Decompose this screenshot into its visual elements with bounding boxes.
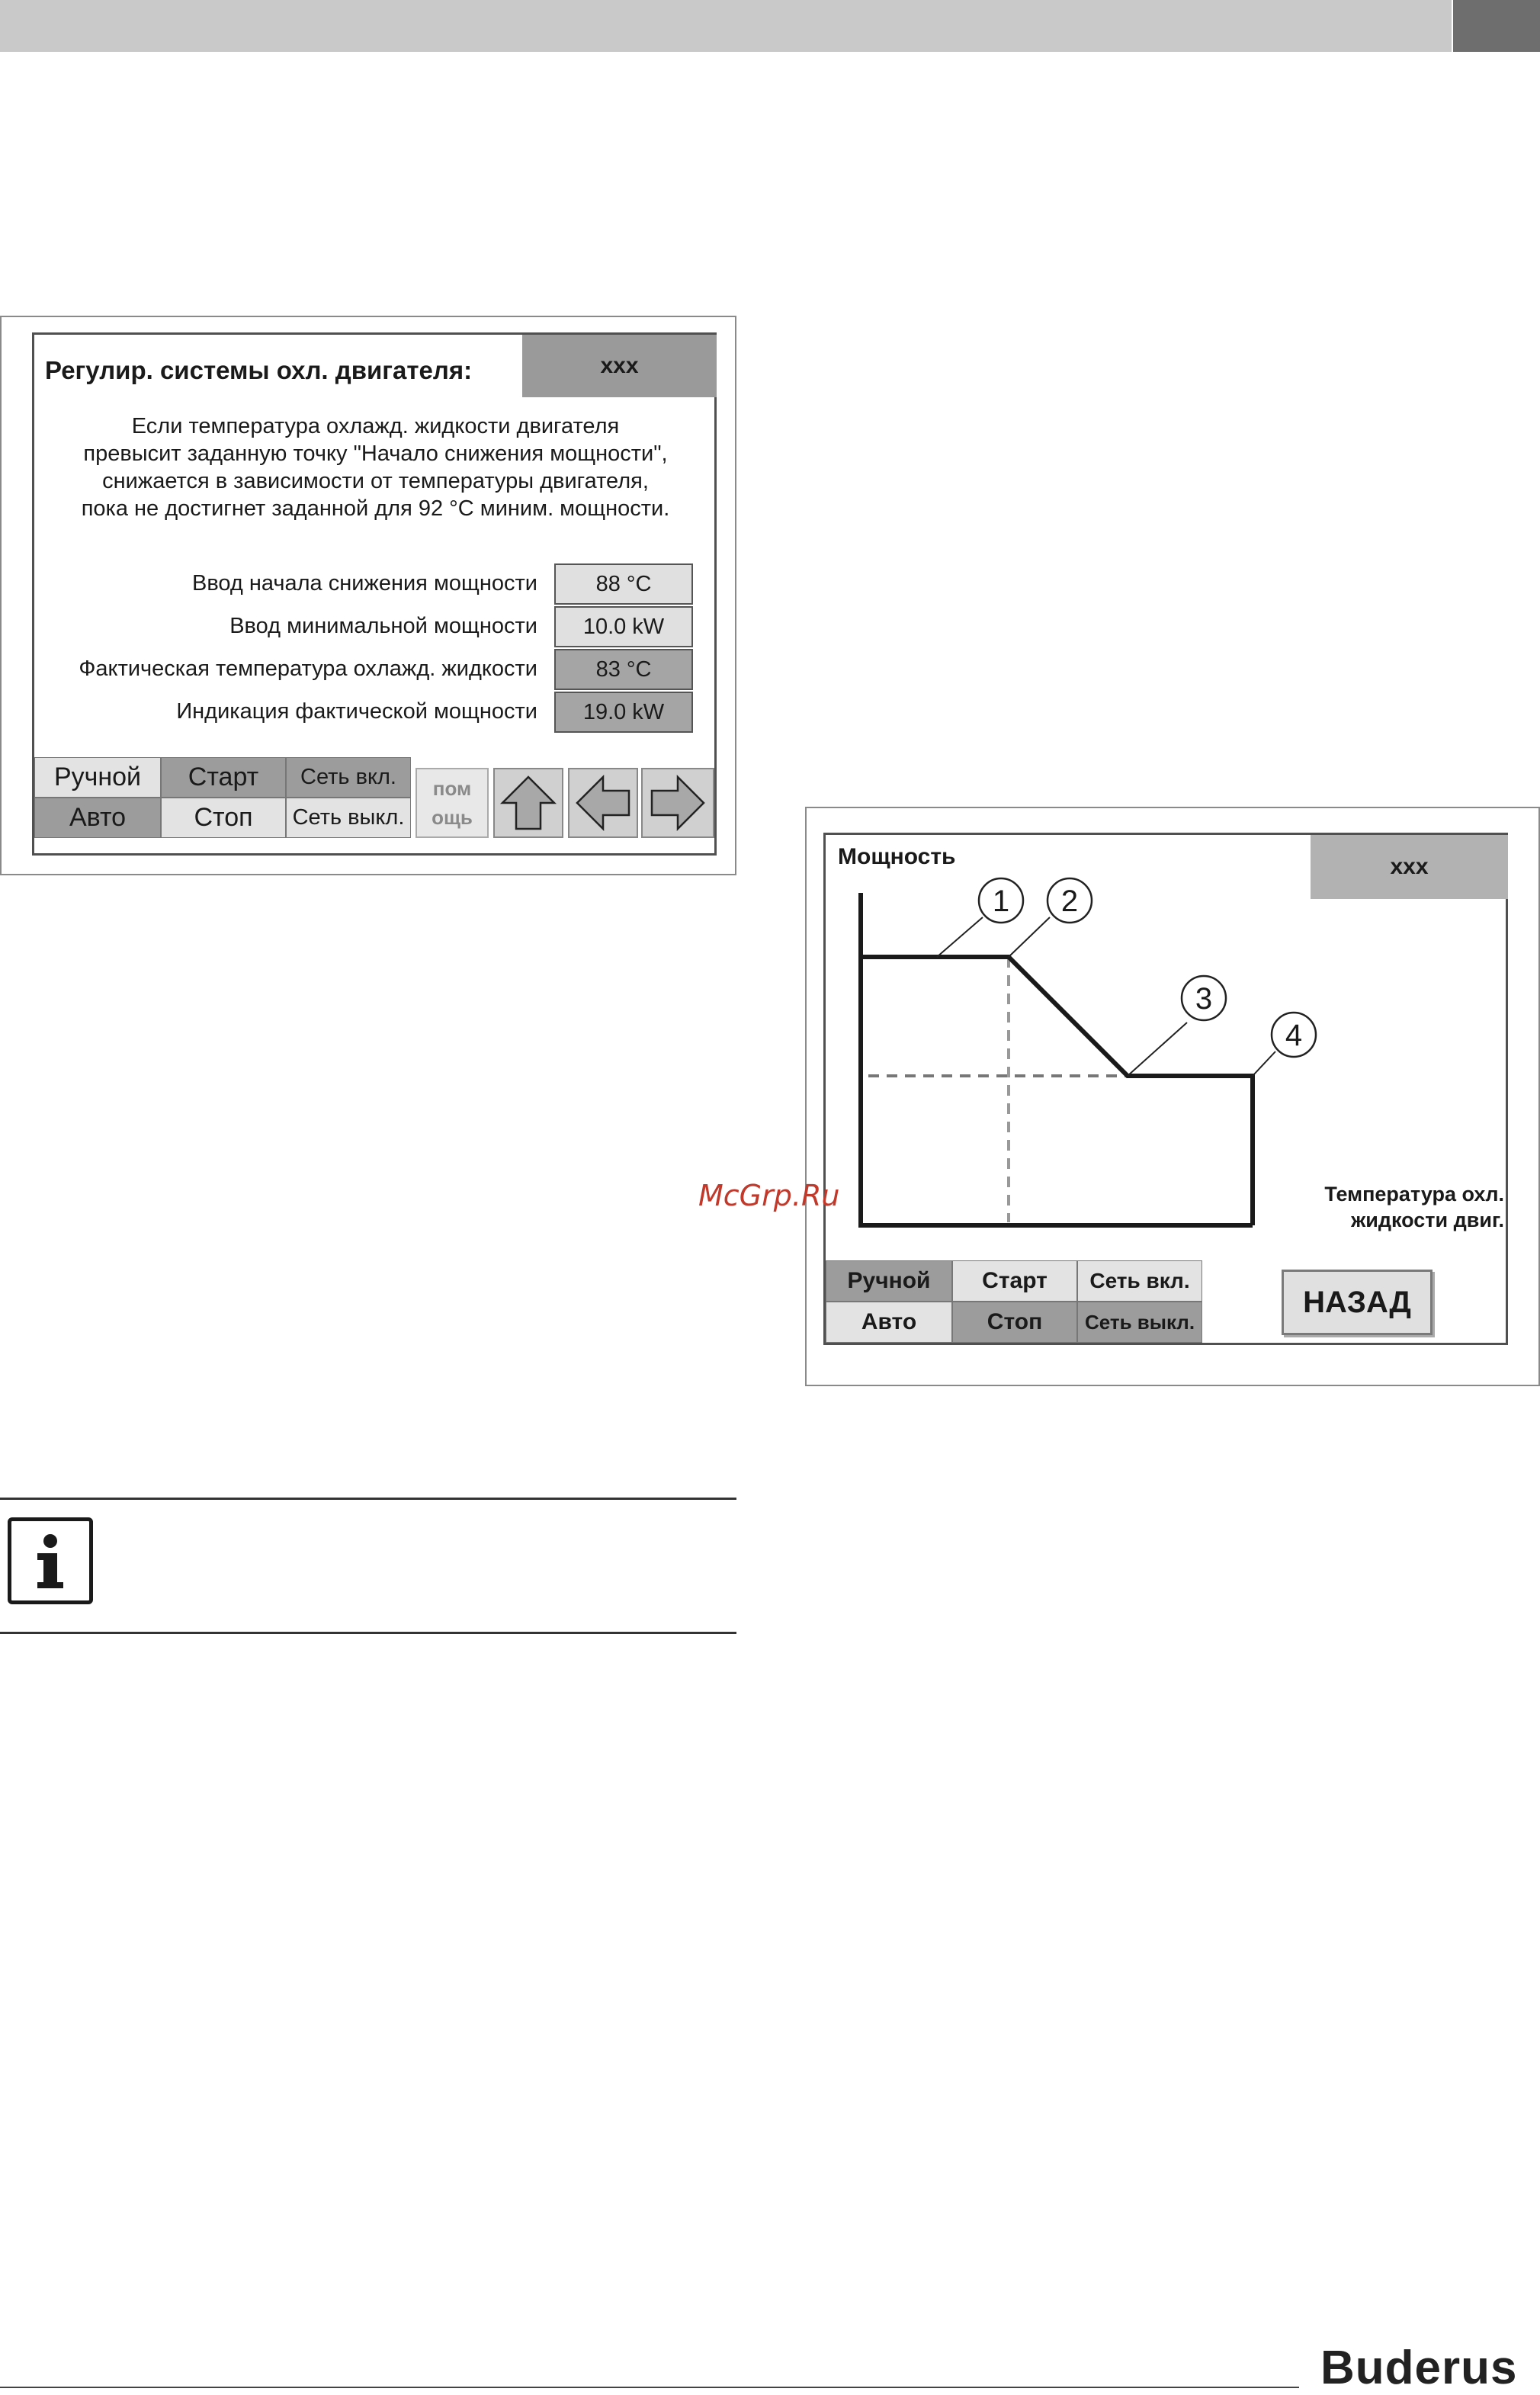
info-glyph xyxy=(11,1521,89,1600)
chart-axes xyxy=(858,893,1253,1225)
callout-markers xyxy=(979,878,1316,1057)
previous-page-button[interactable] xyxy=(568,768,638,838)
actual-power-label: Индикация фактической мощности xyxy=(176,699,537,724)
back-button[interactable]: НАЗАД xyxy=(1282,1270,1433,1335)
callout-3-leader xyxy=(1128,1023,1187,1076)
status-field: xxx xyxy=(522,335,717,397)
x-axis-label: Температура охл. жидкости двиг. xyxy=(1324,1183,1504,1231)
power-curve-panel-frame xyxy=(805,807,1540,1386)
grid-off-button[interactable]: Сеть выкл. xyxy=(286,798,411,838)
grid-off-button[interactable]: Сеть выкл. xyxy=(1077,1302,1202,1343)
actual-power-value: 19.0 kW xyxy=(554,692,693,733)
min-power-input[interactable]: 10.0 kW xyxy=(554,606,693,647)
power-curve-screen xyxy=(823,833,1508,1345)
callout-4: 4 xyxy=(1285,1019,1303,1052)
callout-3: 3 xyxy=(1195,982,1213,1016)
page-number-tab xyxy=(1453,0,1540,52)
callout-1-leader xyxy=(937,917,983,957)
manual-mode-button[interactable]: Ручной xyxy=(826,1260,952,1302)
cooling-control-screen xyxy=(32,332,717,856)
grid-on-button[interactable]: Сеть вкл. xyxy=(286,757,411,798)
stop-button[interactable]: Стоп xyxy=(952,1302,1077,1343)
status-field: xxx xyxy=(1311,835,1508,899)
power-reduction-start-input[interactable]: 88 °C xyxy=(554,563,693,605)
actual-coolant-temp-value: 83 °C xyxy=(554,649,693,690)
callout-4-leader xyxy=(1253,1051,1275,1076)
info-icon xyxy=(8,1517,93,1604)
auto-mode-button[interactable]: Авто xyxy=(34,798,161,838)
left-arrow-icon xyxy=(573,772,634,833)
min-power-label: Ввод минимальной мощности xyxy=(229,614,537,638)
actual-coolant-temp-label: Фактическая температура охлажд. жидкости xyxy=(79,657,537,681)
callout-2: 2 xyxy=(1060,884,1079,918)
page-title: Регулир. системы охл. двигателя: xyxy=(45,356,473,384)
info-top-rule xyxy=(0,1498,736,1500)
footer-rule xyxy=(0,2387,1299,2388)
callout-2-leader xyxy=(1009,917,1050,957)
power-reduction-start-label: Ввод начала снижения мощности xyxy=(191,571,537,596)
up-arrow-icon xyxy=(498,772,559,833)
info-bottom-rule xyxy=(0,1632,736,1634)
description-text: Если температура охлажд. жидкости двигателя превысит заданную точку "Начало снижения мощности", снижается в зависимости от температуры двигателя, пока не достигнет заданной для 92 °C миним. мощности. xyxy=(81,414,670,521)
next-page-button[interactable] xyxy=(641,768,714,838)
start-button[interactable]: Старт xyxy=(161,757,286,798)
scroll-up-button[interactable] xyxy=(493,768,563,838)
help-button[interactable]: пом ощь xyxy=(415,768,489,838)
brand-logo: Buderus xyxy=(1320,2342,1518,2394)
grid-on-button[interactable]: Сеть вкл. xyxy=(1077,1260,1202,1302)
stop-button[interactable]: Стоп xyxy=(161,798,286,838)
watermark: McGrp.Ru xyxy=(698,1179,840,1212)
right-arrow-icon xyxy=(647,772,708,833)
page-header-bar xyxy=(0,0,1452,52)
start-button[interactable]: Старт xyxy=(952,1260,1077,1302)
auto-mode-button[interactable]: Авто xyxy=(826,1302,952,1343)
cooling-control-panel-frame xyxy=(0,316,736,875)
mode-button-grid xyxy=(826,1260,1202,1343)
manual-mode-button[interactable]: Ручной xyxy=(34,757,161,798)
mode-button-grid xyxy=(34,757,411,838)
chart-title: Мощность xyxy=(838,844,956,869)
callout-1: 1 xyxy=(992,884,1010,918)
